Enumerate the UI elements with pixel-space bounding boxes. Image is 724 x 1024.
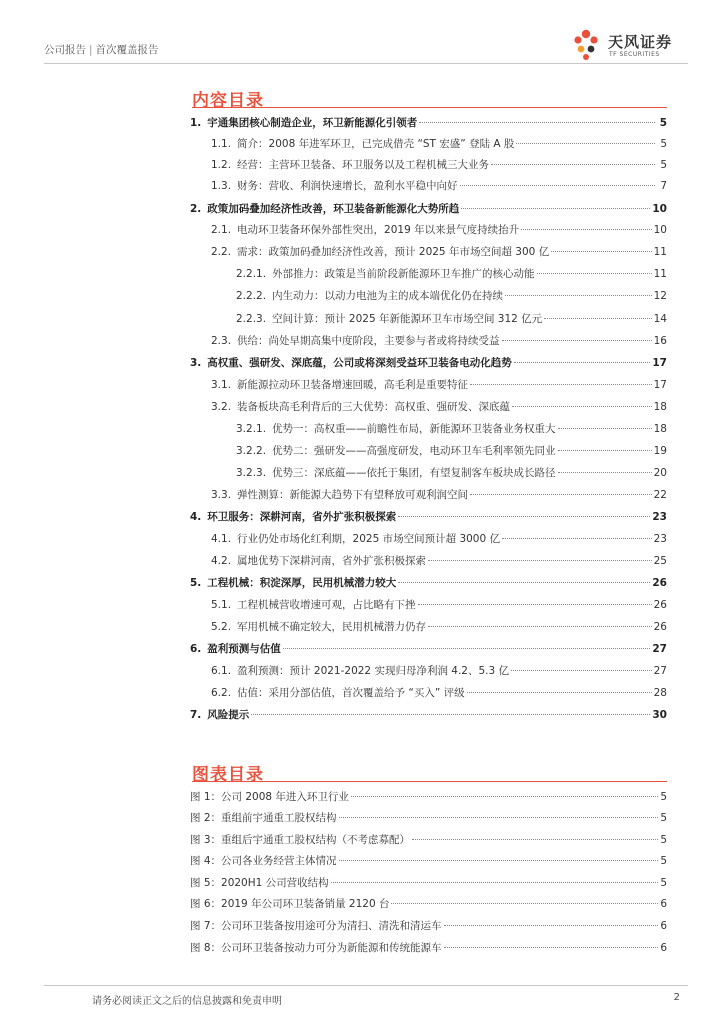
brand-name-en: TF SECURITIES	[609, 51, 660, 58]
toc-entry[interactable]: 2.2.2. 内生动力：以动力电池为主的成本端优化仍在持续 12	[236, 290, 667, 302]
toc-entry[interactable]: 6.2. 估值：采用分部估值，首次覆盖给予 “买入” 评级 28	[211, 687, 667, 699]
figures-title-rule	[192, 781, 667, 782]
toc-entry[interactable]: 3. 高权重、强研发、深底蕴，公司或将深刻受益环卫装备电动化趋势 17	[190, 357, 667, 369]
figures-title: 图表目录	[192, 765, 264, 785]
toc-entry[interactable]: 3.2.3. 优势三：深底蕴——依托于集团，有望复制客车板块成长路径 20	[236, 467, 667, 479]
figure-entry[interactable]: 图 8：公司环卫装备按动力可分为新能源和传统能源车 6	[190, 942, 667, 954]
toc-entry[interactable]: 2.2. 需求：政策加码叠加经济性改善，预计 2025 年市场空间超 300 亿 11	[211, 246, 667, 258]
toc-entry[interactable]: 3.1. 新能源拉动环卫装备增速回暖，高毛利是重要特征 17	[211, 379, 667, 391]
brand-name: 天风证券	[608, 33, 673, 51]
toc-entry[interactable]: 5.1. 工程机械营收增速可观，占比略有下挫 26	[211, 599, 667, 611]
report-type-left: 公司报告	[44, 44, 86, 56]
header-divider	[44, 63, 688, 64]
figure-list	[190, 789, 667, 959]
report-type-right: 首次覆盖报告	[95, 44, 159, 56]
toc-entry[interactable]: 3.2.1. 优势一：高权重——前瞻性布局，新能源环卫装备业务权重大 18	[236, 423, 667, 435]
toc-entry[interactable]: 6.1. 盈利预测：预计 2021-2022 实现归母净利润 4.2、5.3 亿 27	[211, 665, 667, 677]
toc-title-rule	[192, 107, 667, 108]
figure-entry[interactable]: 图 7：公司环卫装备按用途可分为清扫、清洗和清运车 6	[190, 920, 667, 932]
table-of-contents	[190, 115, 667, 721]
figure-entry[interactable]: 图 5：2020H1 公司营收结构 5	[190, 877, 667, 889]
toc-entry[interactable]: 2.2.3. 空间计算：预计 2025 年新能源环卫车市场空间 312 亿元 14	[236, 313, 667, 325]
toc-entry[interactable]: 1.2. 经营：主营环卫装备、环卫服务以及工程机械三大业务 5	[211, 159, 667, 171]
disclaimer-text: 请务必阅读正文之后的信息披露和免责申明	[92, 996, 282, 1007]
toc-entry[interactable]: 1.1. 简介：2008 年进军环卫，已完成借壳 “ST 宏盛” 登陆 A 股 5	[211, 138, 667, 150]
toc-entry[interactable]: 4.1. 行业仍处市场化红利期，2025 市场空间预计超 3000 亿 23	[211, 533, 667, 545]
toc-entry[interactable]: 5.2. 军用机械不确定较大，民用机械潜力仍存 26	[211, 621, 667, 633]
figure-entry[interactable]: 图 6：2019 年公司环卫装备销量 2120 台 6	[190, 898, 667, 910]
toc-entry[interactable]: 6. 盈利预测与估值 27	[190, 643, 667, 655]
toc-entry[interactable]: 4. 环卫服务：深耕河南，省外扩张积极探索 23	[190, 511, 667, 523]
toc-entry[interactable]: 4.2. 属地优势下深耕河南，省外扩张积极探索 25	[211, 555, 667, 567]
header-separator: |	[89, 44, 93, 56]
toc-entry[interactable]: 7. 风险提示 30	[190, 709, 667, 721]
toc-entry[interactable]: 2.1. 电动环卫装备环保外部性突出，2019 年以来景气度持续抬升 10	[211, 224, 667, 236]
figure-entry[interactable]: 图 4：公司各业务经营主体情况 5	[190, 855, 667, 867]
toc-entry[interactable]: 3.2.2. 优势二：强研发——高强度研发，电动环卫车毛利率领先同业 19	[236, 445, 667, 457]
toc-entry[interactable]: 3.3. 弹性测算：新能源大趋势下有望释放可观利润空间 22	[211, 489, 667, 501]
toc-entry[interactable]: 2.2.1. 外部推力：政策是当前阶段新能源环卫车推广的核心动能 11	[236, 268, 667, 280]
toc-entry[interactable]: 1. 宇通集团核心制造企业，环卫新能源化引领者 5	[190, 117, 667, 129]
page-number: 2	[673, 992, 680, 1003]
toc-title: 内容目录	[192, 91, 264, 111]
figure-entry[interactable]: 图 1：公司 2008 年进入环卫行业 5	[190, 791, 667, 803]
toc-entry[interactable]: 3.2. 装备板块高毛利背后的三大优势：高权重、强研发、深底蕴 18	[211, 401, 667, 413]
toc-entry[interactable]: 5. 工程机械：积淀深厚，民用机械潜力较大 26	[190, 577, 667, 589]
report-type-header	[44, 42, 159, 57]
toc-entry[interactable]: 2.3. 供给：尚处早期高集中度阶段，主要参与者或将持续受益 16	[211, 335, 667, 347]
toc-entry[interactable]: 1.3. 财务：营收、利润快速增长，盈利水平稳中向好 7	[211, 180, 667, 192]
footer-divider	[44, 985, 688, 986]
figure-entry[interactable]: 图 2：重组前宇通重工股权结构 5	[190, 812, 667, 824]
toc-entry[interactable]: 2. 政策加码叠加经济性改善，环卫装备新能源化大势所趋 10	[190, 203, 667, 215]
figure-entry[interactable]: 图 3：重组后宇通重工股权结构（不考虑募配） 5	[190, 834, 667, 846]
